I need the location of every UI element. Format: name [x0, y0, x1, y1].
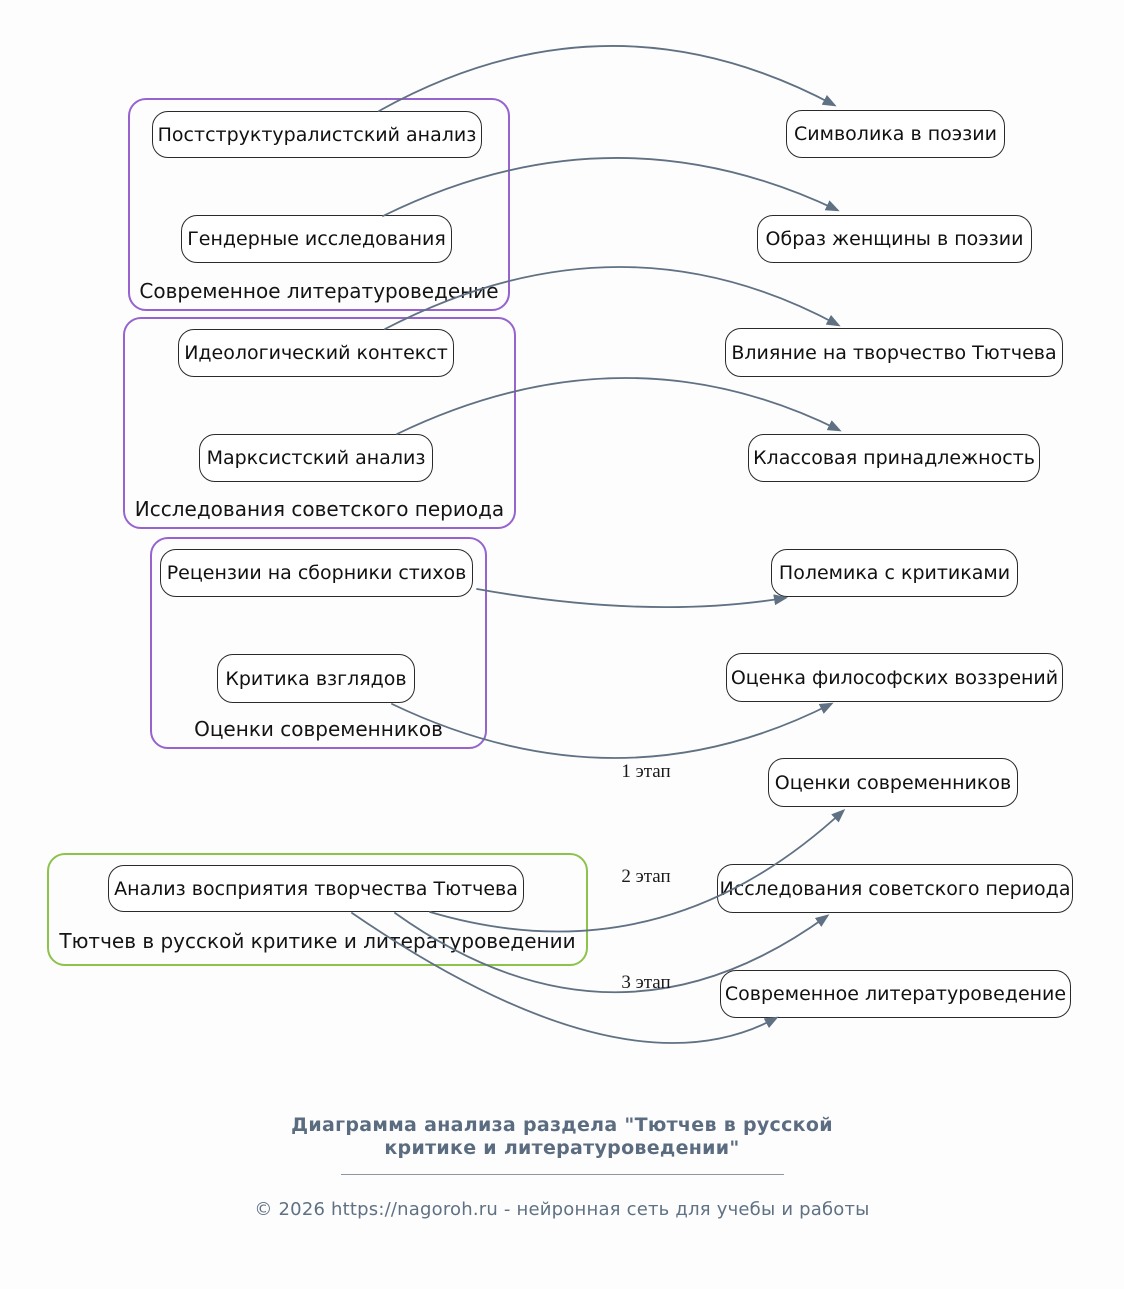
node-label: Символика в поэзии [794, 123, 997, 145]
footer-separator [341, 1174, 784, 1175]
node-image-of-woman-in-poetry [757, 215, 1032, 263]
node-label: Современное литературоведение [724, 983, 1067, 1005]
group-label: Тютчев в русской критике и литературоведении [59, 929, 576, 953]
edge-label-stage-3: 3 этап [621, 972, 671, 993]
footer-copyright: © 2026 https://nagoroh.ru - нейронная сеть для учебы и работы [254, 1199, 870, 1220]
node-polemics-with-critics [771, 549, 1018, 597]
node-gender-studies [181, 215, 452, 263]
footer-title-line1: Диаграмма анализа раздела "Тютчев в русской [291, 1114, 833, 1136]
node-assessment-of-philosophical-views [726, 653, 1063, 702]
node-ideological-context [178, 329, 454, 377]
edge-label-stage-1: 1 этап [621, 761, 671, 782]
node-label: Рецензии на сборники стихов [166, 562, 467, 584]
node-soviet-period-studies [717, 864, 1073, 913]
group-label: Современное литературоведение [139, 279, 499, 303]
node-symbolism-in-poetry [786, 110, 1005, 158]
group-label: Исследования советского периода [134, 497, 505, 521]
node-marxist-analysis [199, 434, 433, 482]
node-label: Постструктуралистский анализ [157, 123, 477, 146]
edge-reviews-to-polemics [477, 589, 785, 607]
node-criticism-of-views [217, 654, 415, 703]
footer-title-line2: критике и литературоведении" [384, 1137, 740, 1159]
node-modern-literary-studies [720, 970, 1071, 1018]
node-label: Марксистский анализ [206, 447, 426, 469]
node-label: Влияние на творчество Тютчева [731, 341, 1057, 364]
node-post-structuralist-analysis [152, 111, 482, 158]
node-label: Образ женщины в поэзии [765, 228, 1024, 250]
node-contemporaries-assessments [768, 758, 1018, 807]
node-reviews-of-poetry-collections [160, 549, 473, 597]
node-label: Оценка философских воззрений [730, 666, 1059, 689]
node-label: Полемика с критиками [778, 562, 1011, 584]
node-label: Идеологический контекст [184, 342, 448, 364]
group-label: Оценки современников [194, 717, 443, 741]
node-label: Гендерные исследования [187, 228, 446, 250]
node-label: Анализ восприятия творчества Тютчева [114, 877, 518, 900]
node-influence-on-tyutchev-work [725, 328, 1063, 377]
footer-title [62, 1114, 1062, 1160]
footer [62, 1114, 1062, 1220]
edge-label-stage-2: 2 этап [621, 866, 671, 887]
node-label: Классовая принадлежность [753, 447, 1035, 469]
node-analysis-of-perception [108, 865, 524, 912]
node-label: Критика взглядов [225, 667, 407, 690]
node-label: Исследования советского периода [719, 877, 1071, 900]
node-class-affiliation [748, 434, 1040, 482]
node-label: Оценки современников [774, 771, 1012, 794]
